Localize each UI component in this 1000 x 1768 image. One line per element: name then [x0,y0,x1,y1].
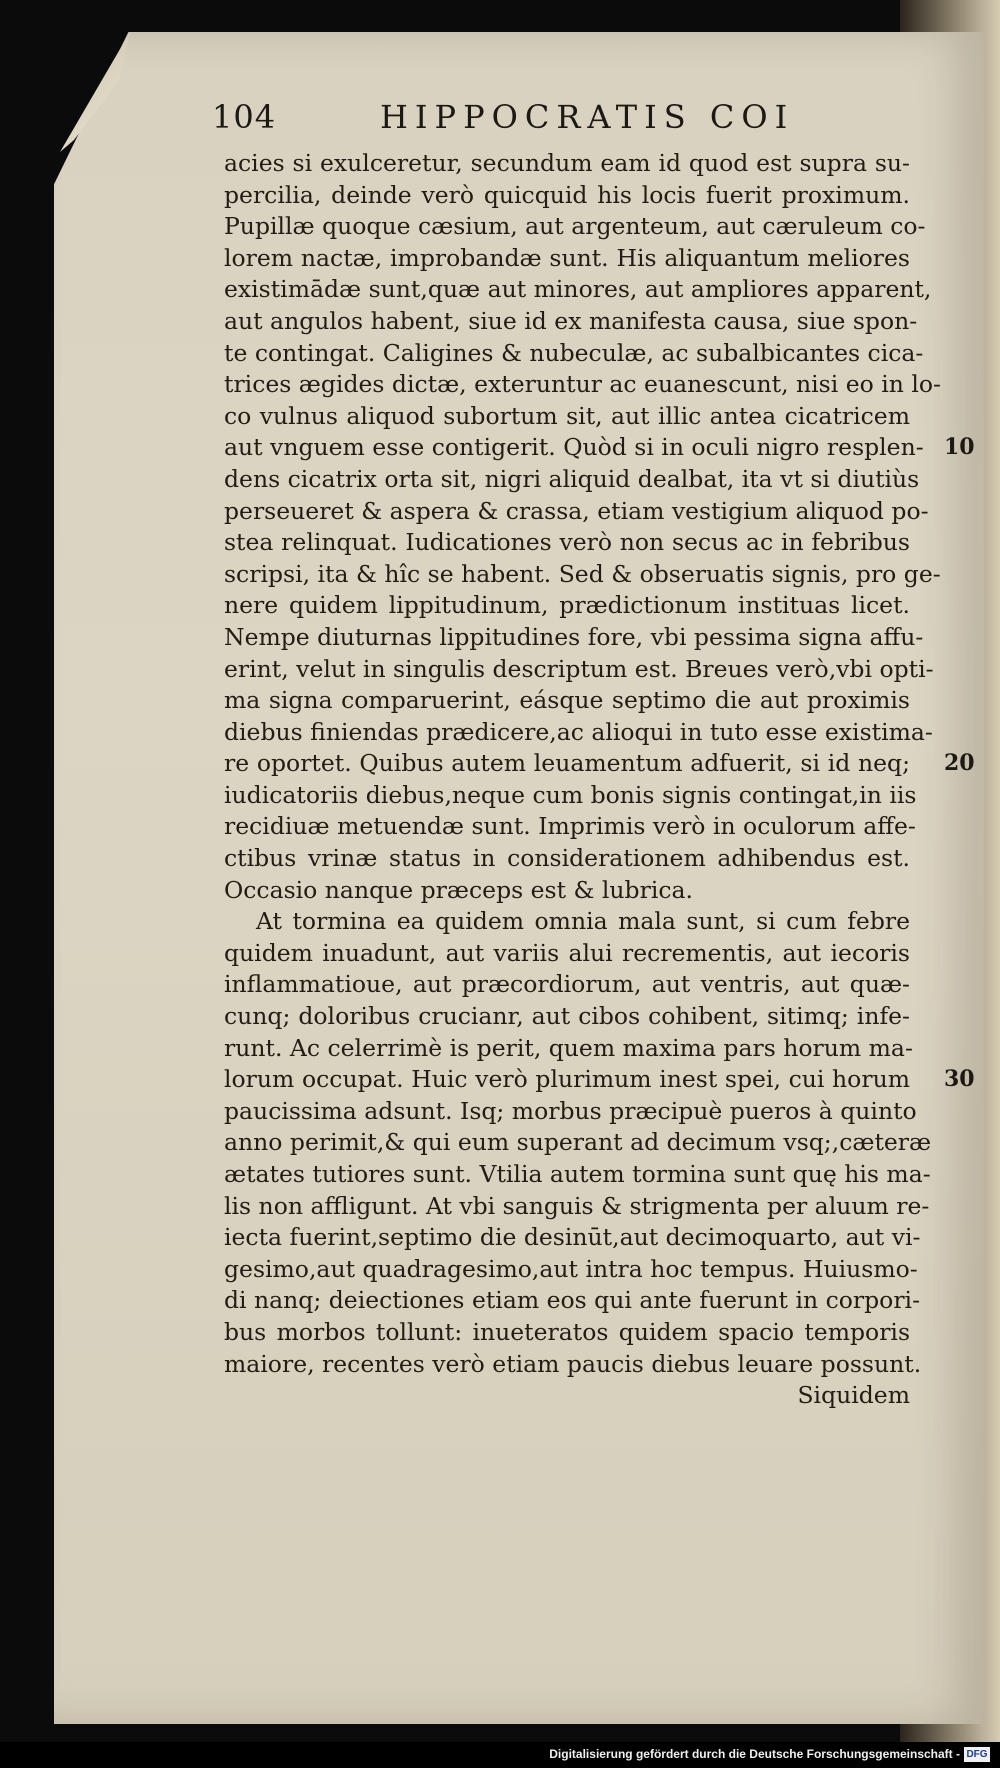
text-line [224,401,910,433]
text-line-content: percilia, deinde verò quicquid his locis fuerit proximum. [224,180,910,209]
line-number-marginal: 20 [944,750,975,777]
digitization-credit: Digitalisierung gefördert durch die Deutsche Forschungsgemeinschaft - [549,1747,960,1761]
text-line [224,590,910,622]
text-line-content: trices ægides dictæ, exteruntur ac euanescunt, nisi eo in lo- [224,370,941,399]
catchword: Siquidem [797,1381,910,1410]
text-line [224,496,929,528]
text-line [224,843,910,875]
text-line [224,559,941,591]
footer-bar [0,1742,1000,1768]
text-line-content: iudicatoriis diebus,neque cum bonis signis contingat,in iis [224,780,917,809]
text-line [224,211,926,243]
text-line-content: lis non affligunt. At vbi sanguis & strigmenta per aluum re- [224,1191,930,1220]
text-line-content: scripsi, ita & hîc se habent. Sed & obseruatis signis, pro ge- [224,559,941,588]
text-line-content: dens cicatrix orta sit, nigri aliquid dealbat, ita vt si diutiùs [224,464,920,493]
text-line [224,432,975,464]
text-line [224,780,917,812]
line-number-marginal: 30 [944,1066,975,1093]
text-line-content: nere quidem lippitudinum, prædictionum instituas licet. [224,591,910,620]
text-line-content: co vulnus aliquod subortum sit, aut illic antea cicatricem [224,401,910,430]
text-line-content: Occasio nanque præceps est & lubrica. [224,875,693,904]
text-line [224,811,916,843]
line-number-marginal: 10 [944,434,975,461]
text-line-content: iecta fuerint,septimo die desinūt,aut decimoquarto, aut vi- [224,1223,921,1252]
text-line [224,527,910,559]
text-line-content: erint, velut in singulis descriptum est. Breues verò,vbi opti- [224,654,934,683]
text-line-content: bus morbos tollunt: inueteratos quidem spacio temporis [224,1317,910,1346]
text-line [224,1285,921,1317]
text-line [224,685,910,717]
page-number: 104 [212,98,277,136]
text-line [224,717,933,749]
text-line-content: cunq; doloribus crucianr, aut cibos cohibent, sitimq; infe- [224,1002,910,1031]
text-line-content: aut vnguem esse contigerit. Quòd si in oculi nigro resplen- [224,433,924,462]
running-title: HIPPOCRATIS COI [380,98,795,136]
text-line [224,180,910,212]
text-line [224,906,910,938]
text-line [224,1191,930,1223]
dfg-logo: DFG [964,1747,990,1762]
text-line [224,464,920,496]
text-line [224,938,910,970]
text-line-content: ma signa comparuerint, eásque septimo die aut proximis [224,686,910,715]
text-line [224,338,924,370]
text-line [224,1222,921,1254]
text-line [224,1001,910,1033]
text-line-content: Pupillæ quoque cæsium, aut argenteum, aut cæruleum co- [224,212,926,241]
text-line [224,1096,917,1128]
text-line [224,969,910,1001]
text-line-content: stea relinquat. Iudicationes verò non secus ac in febribus [224,528,910,557]
text-line [224,1254,918,1286]
text-line-content: re oportet. Quibus autem leuamentum adfuerit, si id neq; [224,749,910,778]
text-line-content: di nanq; deiectiones etiam eos qui ante fuerunt in corpori- [224,1286,921,1315]
text-line [224,654,934,686]
text-line [224,148,910,180]
text-line-content: lorem nactæ, improbandæ sunt. His aliquantum meliores [224,243,910,272]
text-line-content: At tormina ea quidem omnia mala sunt, si cum febre [256,907,910,936]
text-line-content: inflammatioue, aut præcordiorum, aut ventris, aut quæ- [224,970,910,999]
text-line-content: maiore, recentes verò etiam paucis diebus leuare possunt. [224,1349,922,1378]
text-line-content: runt. Ac celerrimè is perit, quem maxima pars horum ma- [224,1033,913,1062]
text-line [224,274,932,306]
text-line-content: perseueret & aspera & crassa, etiam vestigium aliquod po- [224,496,929,525]
text-line [224,1127,932,1159]
text-line [224,306,918,338]
text-line [224,1064,975,1096]
text-line-content: aut angulos habent, siue id ex manifesta causa, siue spon- [224,306,918,335]
text-line [224,622,924,654]
text-line [224,369,941,401]
running-head [212,98,822,144]
text-line-content: Nempe diuturnas lippitudines fore, vbi pessima signa affu- [224,622,924,651]
text-line [224,243,910,275]
text-line [224,1317,910,1349]
text-line-content: gesimo,aut quadragesimo,aut intra hoc tempus. Huiusmo- [224,1254,918,1283]
text-line-content: recidiuæ metuendæ sunt. Imprimis verò in oculorum affe- [224,812,916,841]
text-line-content: diebus finiendas prædicere,ac alioqui in tuto esse existima- [224,717,933,746]
text-line-content: lorum occupat. Huic verò plurimum inest spei, cui horum [224,1065,910,1094]
text-line-content: paucissima adsunt. Isq; morbus præcipuè pueros à quinto [224,1096,917,1125]
text-line-content: quidem inuadunt, aut variis alui recrementis, aut iecoris [224,938,910,967]
text-line [224,748,975,780]
text-line-content: anno perimit,& qui eum superant ad decimum vsq;,cæteræ [224,1128,932,1157]
text-line-content: ctibus vrinæ status in considerationem adhibendus est. [224,844,910,873]
text-line-content: acies si exulceretur, secundum eam id quod est supra su- [224,149,910,177]
text-line-content: te contingat. Caligines & nubeculæ, ac subalbicantes cica- [224,338,924,367]
text-line [224,1033,913,1065]
body-text [224,148,975,1412]
text-line-content: ætates tutiores sunt. Vtilia autem tormina sunt quę his ma- [224,1160,931,1188]
text-line-content: existimādæ sunt,quæ aut minores, aut ampliores apparent, [224,275,932,304]
text-line [224,1159,931,1191]
text-line [224,1349,922,1381]
text-line [224,875,910,907]
